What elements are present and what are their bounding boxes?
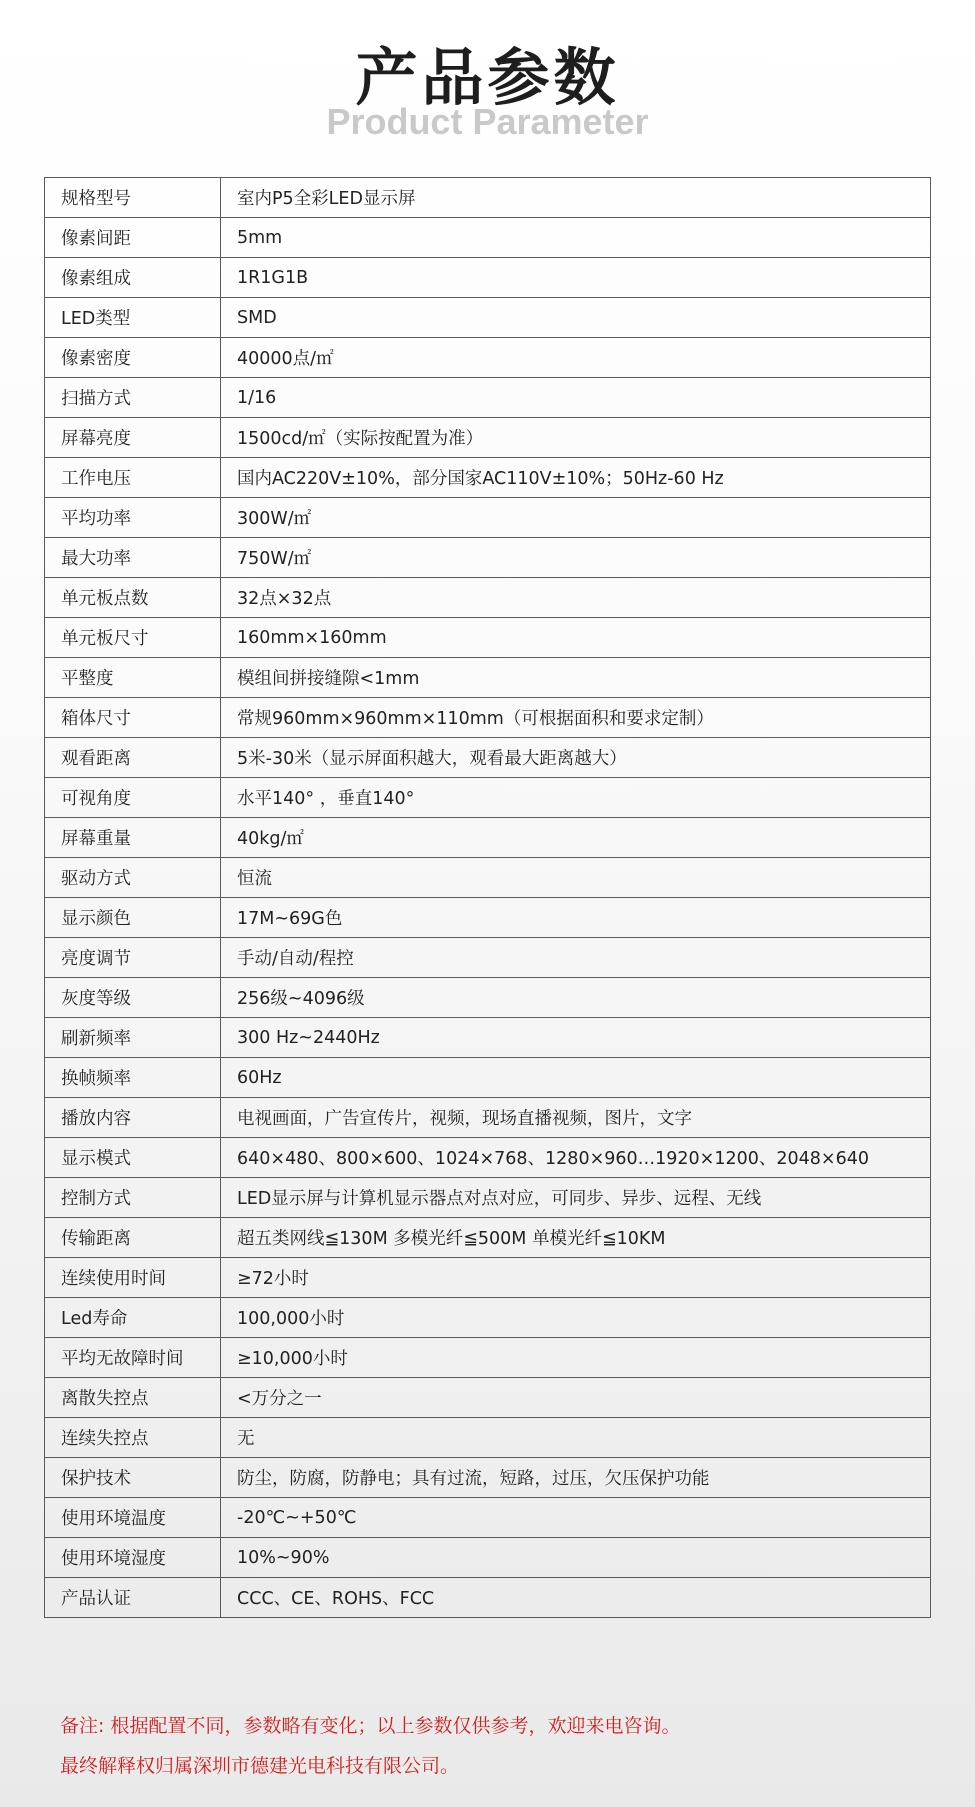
table-row (45, 658, 931, 698)
parameter-value: 300W/㎡ (221, 498, 931, 538)
parameter-value: ≥10,000小时 (221, 1338, 931, 1378)
page-title: 产品参数 (355, 41, 620, 114)
table-row (45, 378, 931, 418)
parameter-label: 显示颜色 (45, 898, 221, 938)
table-row (45, 1018, 931, 1058)
parameter-value: 40kg/㎡ (221, 818, 931, 858)
table-row (45, 818, 931, 858)
parameter-label: 保护技术 (45, 1458, 221, 1498)
parameter-value: 5米-30米（显示屏面积越大，观看最大距离越大） (221, 738, 931, 778)
parameter-label: 连续失控点 (45, 1418, 221, 1458)
parameter-label: 箱体尺寸 (45, 698, 221, 738)
parameter-value: 1500cd/㎡（实际按配置为准） (221, 418, 931, 458)
table-row (45, 1578, 931, 1618)
parameter-label: 平均无故障时间 (45, 1338, 221, 1378)
parameter-value: 1R1G1B (221, 258, 931, 298)
table-row (45, 258, 931, 298)
parameter-value: 手动/自动/程控 (221, 938, 931, 978)
table-row (45, 1458, 931, 1498)
parameter-label: 亮度调节 (45, 938, 221, 978)
parameter-label: 平整度 (45, 658, 221, 698)
parameter-label: 观看距离 (45, 738, 221, 778)
parameter-label: 平均功率 (45, 498, 221, 538)
parameter-value: 模组间拼接缝隙<1mm (221, 658, 931, 698)
parameter-value: SMD (221, 298, 931, 338)
parameter-label: 换帧频率 (45, 1058, 221, 1098)
parameter-value: 100,000小时 (221, 1298, 931, 1338)
table-row (45, 1258, 931, 1298)
parameter-label: 最大功率 (45, 538, 221, 578)
parameter-label: 可视角度 (45, 778, 221, 818)
table-row (45, 1178, 931, 1218)
parameter-label: Led寿命 (45, 1298, 221, 1338)
table-row (45, 1138, 931, 1178)
parameter-label: 播放内容 (45, 1098, 221, 1138)
table-row (45, 738, 931, 778)
table-row (45, 618, 931, 658)
table-row (45, 498, 931, 538)
parameter-value: 超五类网线≦130M 多模光纤≦500M 单模光纤≦10KM (221, 1218, 931, 1258)
parameter-label: 灰度等级 (45, 978, 221, 1018)
page-subtitle: Product Parameter (326, 101, 649, 142)
table-row (45, 298, 931, 338)
table-row (45, 778, 931, 818)
parameter-label: 使用环境湿度 (45, 1538, 221, 1578)
copyright-note: 最终解释权归属深圳市德建光电科技有限公司。 (60, 1755, 460, 1777)
parameter-label: 单元板尺寸 (45, 618, 221, 658)
parameter-label: 像素间距 (45, 218, 221, 258)
parameter-value: 无 (221, 1418, 931, 1458)
parameter-label: 屏幕亮度 (45, 418, 221, 458)
parameter-label: 像素组成 (45, 258, 221, 298)
parameter-table-body (45, 178, 931, 1618)
parameter-label: LED类型 (45, 298, 221, 338)
table-row (45, 698, 931, 738)
parameter-label: 工作电压 (45, 458, 221, 498)
remark-note: 备注: 根据配置不同，参数略有变化；以上参数仅供参考，欢迎来电咨询。 (60, 1715, 681, 1737)
parameter-value: 32点×32点 (221, 578, 931, 618)
parameter-label: 控制方式 (45, 1178, 221, 1218)
parameter-value: 17M~69G色 (221, 898, 931, 938)
parameter-label: 屏幕重量 (45, 818, 221, 858)
parameter-label: 使用环境温度 (45, 1498, 221, 1538)
parameter-value: 300 Hz~2440Hz (221, 1018, 931, 1058)
parameter-label: 刷新频率 (45, 1018, 221, 1058)
table-row (45, 418, 931, 458)
parameter-value: 水平140° ，垂直140° (221, 778, 931, 818)
table-row (45, 458, 931, 498)
parameter-label: 产品认证 (45, 1578, 221, 1618)
parameter-value: 60Hz (221, 1058, 931, 1098)
parameter-table (44, 177, 931, 1618)
parameter-value: 5mm (221, 218, 931, 258)
parameter-value: <万分之一 (221, 1378, 931, 1418)
table-row (45, 1338, 931, 1378)
table-row (45, 1418, 931, 1458)
parameter-value: CCC、CE、ROHS、FCC (221, 1578, 931, 1618)
parameter-label: 离散失控点 (45, 1378, 221, 1418)
table-row (45, 938, 931, 978)
table-row (45, 1538, 931, 1578)
parameter-value: 1/16 (221, 378, 931, 418)
parameter-value: 常规960mm×960mm×110mm（可根据面积和要求定制） (221, 698, 931, 738)
parameter-value: 160mm×160mm (221, 618, 931, 658)
parameter-value: 国内AC220V±10%，部分国家AC110V±10%；50Hz-60 Hz (221, 458, 931, 498)
parameter-value: 室内P5全彩LED显示屏 (221, 178, 931, 218)
parameter-label: 像素密度 (45, 338, 221, 378)
table-row (45, 1298, 931, 1338)
table-row (45, 218, 931, 258)
parameter-label: 显示模式 (45, 1138, 221, 1178)
table-row (45, 858, 931, 898)
parameter-value: 640×480、800×600、1024×768、1280×960…1920×1200、2048×640 (221, 1138, 931, 1178)
parameter-value: 10%~90% (221, 1538, 931, 1578)
table-row (45, 978, 931, 1018)
parameter-value: 750W/㎡ (221, 538, 931, 578)
parameter-label: 连续使用时间 (45, 1258, 221, 1298)
parameter-label: 扫描方式 (45, 378, 221, 418)
parameter-label: 单元板点数 (45, 578, 221, 618)
table-row (45, 338, 931, 378)
parameter-value: 防尘，防腐，防静电；具有过流，短路，过压，欠压保护功能 (221, 1458, 931, 1498)
parameter-label: 规格型号 (45, 178, 221, 218)
parameter-value: LED显示屏与计算机显示器点对点对应，可同步、异步、远程、无线 (221, 1178, 931, 1218)
parameter-label: 驱动方式 (45, 858, 221, 898)
parameter-value: 256级~4096级 (221, 978, 931, 1018)
table-row (45, 178, 931, 218)
table-row (45, 1218, 931, 1258)
table-row (45, 1098, 931, 1138)
parameter-value: -20℃~+50℃ (221, 1498, 931, 1538)
table-row (45, 1378, 931, 1418)
table-row (45, 1058, 931, 1098)
parameter-value: 恒流 (221, 858, 931, 898)
parameter-value: 40000点/㎡ (221, 338, 931, 378)
parameter-label: 传输距离 (45, 1218, 221, 1258)
parameter-value: 电视画面，广告宣传片，视频，现场直播视频，图片，文字 (221, 1098, 931, 1138)
table-row (45, 898, 931, 938)
table-row (45, 1498, 931, 1538)
parameter-value: ≥72小时 (221, 1258, 931, 1298)
table-row (45, 578, 931, 618)
table-row (45, 538, 931, 578)
